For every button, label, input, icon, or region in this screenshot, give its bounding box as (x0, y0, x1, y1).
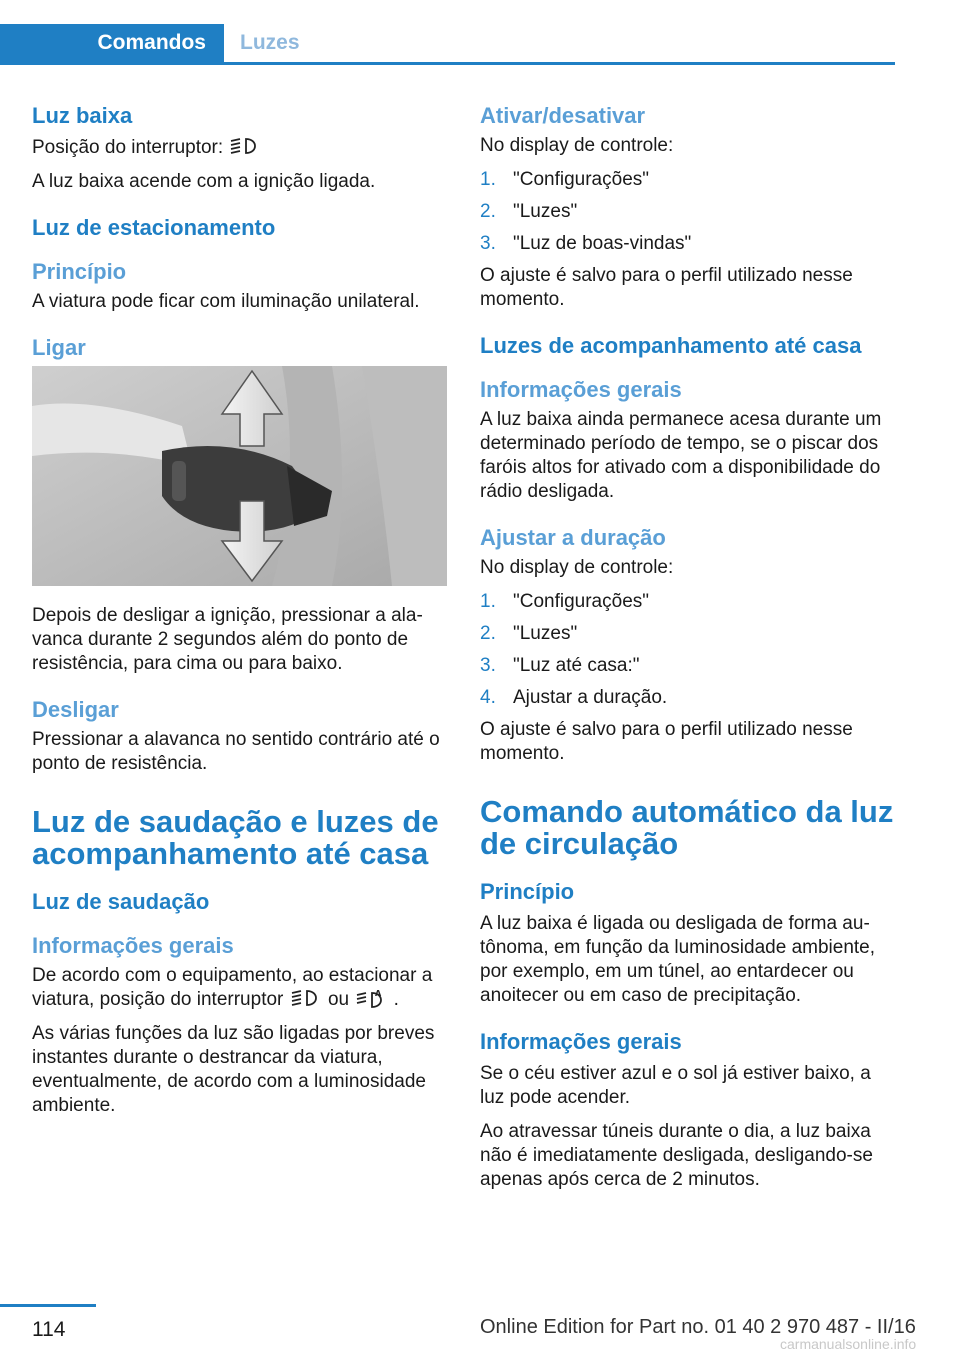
heading-luz-saudacao: Luz de saudação (32, 889, 210, 914)
heading-info-gerais-2: Informações gerais (480, 1029, 682, 1054)
text-ligada: A luz baixa é ligada ou desligada de forma autônoma, em função da luminosidade ambiente, por exemplo, em um túnel, ao entardecer ou anoitecer ou em caso de precipitação. (480, 913, 876, 1006)
lever-photo (32, 366, 447, 586)
tab-luzes[interactable]: Luzes (240, 31, 300, 54)
auto-light-icon (354, 988, 388, 1008)
text-posicao: Posição do interruptor: (32, 136, 450, 160)
heading-automatico: Comando automático da luz de circulação (480, 794, 894, 861)
text-pressionar: Pressionar a alavanca no sentido contrário até o ponto de resistência. (32, 729, 440, 774)
text-ceu: Se o céu estiver azul e o sol já estiver baixo, a luz pode acender. (480, 1063, 871, 1108)
heading-principio: Princípio (32, 259, 127, 284)
footer-rule (0, 1304, 96, 1307)
list-ativar (480, 168, 898, 256)
list-ajustar (480, 590, 898, 710)
text-tuneis: Ao atravessar túneis durante o dia, a luz baixa não é imediatamente desligada, desligando-se apenas após cerca de 2 minutos. (480, 1121, 873, 1190)
text-acende: A luz baixa acende com a ignição ligada. (32, 171, 376, 192)
text-varias: As várias funções da luz são ligadas por breves instantes durante o destrancar da viatura, eventualmente, de acordo com a luminosidade ambiente. (32, 1023, 435, 1116)
text-display-1: No display de controle: (480, 135, 674, 156)
heading-saudacao: Luz de saudação e luzes de acompanhamento até casa (32, 804, 439, 871)
right-column (480, 102, 898, 1202)
left-column (32, 102, 450, 1128)
heading-ligar: Ligar (32, 335, 86, 360)
watermark: carmanualsonline.info (780, 1336, 917, 1352)
list-item: 3. "Luz de boas-vindas" (480, 233, 692, 254)
list-item: 2. "Luzes" (480, 623, 578, 644)
text-ajuste-2: O ajuste é salvo para o perfil utilizado nesse momento. (480, 719, 853, 764)
text-baixa-ainda: A luz baixa ainda permanece acesa durante um determinado período de tempo, se o piscar dos faróis altos for ativado com a disponibilidade do rádio desligada. (480, 409, 882, 502)
list-item: 4. Ajustar a duração. (480, 687, 668, 708)
heading-info-gerais: Informações gerais (32, 933, 234, 958)
header-bar (0, 0, 895, 65)
heading-info-gerais-1: Informações gerais (480, 377, 682, 402)
page-number: 114 (32, 1318, 66, 1341)
heading-ativar: Ativar/desativar (480, 103, 646, 128)
text-viatura: A viatura pode ficar com iluminação unilateral. (32, 291, 420, 312)
text-ajuste-1: O ajuste é salvo para o perfil utilizado nesse momento. (480, 265, 853, 310)
text-depois: Depois de desligar a ignição, pressionar a alavanca durante 2 segundos além do ponto de resistência, para cima ou para baixo. (32, 605, 423, 674)
svg-text:A: A (375, 989, 382, 998)
heading-estacionamento: Luz de estacionamento (32, 215, 276, 240)
heading-principio-right: Princípio (480, 879, 575, 904)
heading-luz-baixa: Luz baixa (32, 103, 133, 128)
heading-ajustar: Ajustar a duração (480, 525, 666, 550)
list-item: 2. "Luzes" (480, 201, 578, 222)
low-beam-icon (228, 136, 262, 156)
heading-acompanhamento: Luzes de acompanhamento até casa (480, 333, 862, 358)
list-item: 3. "Luz até casa:" (480, 655, 640, 676)
heading-desligar: Desligar (32, 697, 119, 722)
tab-comandos[interactable]: Comandos (0, 24, 224, 62)
text-acordo: De acordo com o equipamento, ao estacionar a viatura, posição do interruptor ou A . (32, 965, 433, 1010)
low-beam-icon (289, 988, 323, 1008)
edition-text: Online Edition for Part no. 01 40 2 970 487 - II/16 (480, 1316, 916, 1338)
text-display-2: No display de controle: (480, 557, 674, 578)
list-item: 1. "Configurações" (480, 591, 650, 612)
list-item: 1. "Configurações" (480, 169, 650, 190)
